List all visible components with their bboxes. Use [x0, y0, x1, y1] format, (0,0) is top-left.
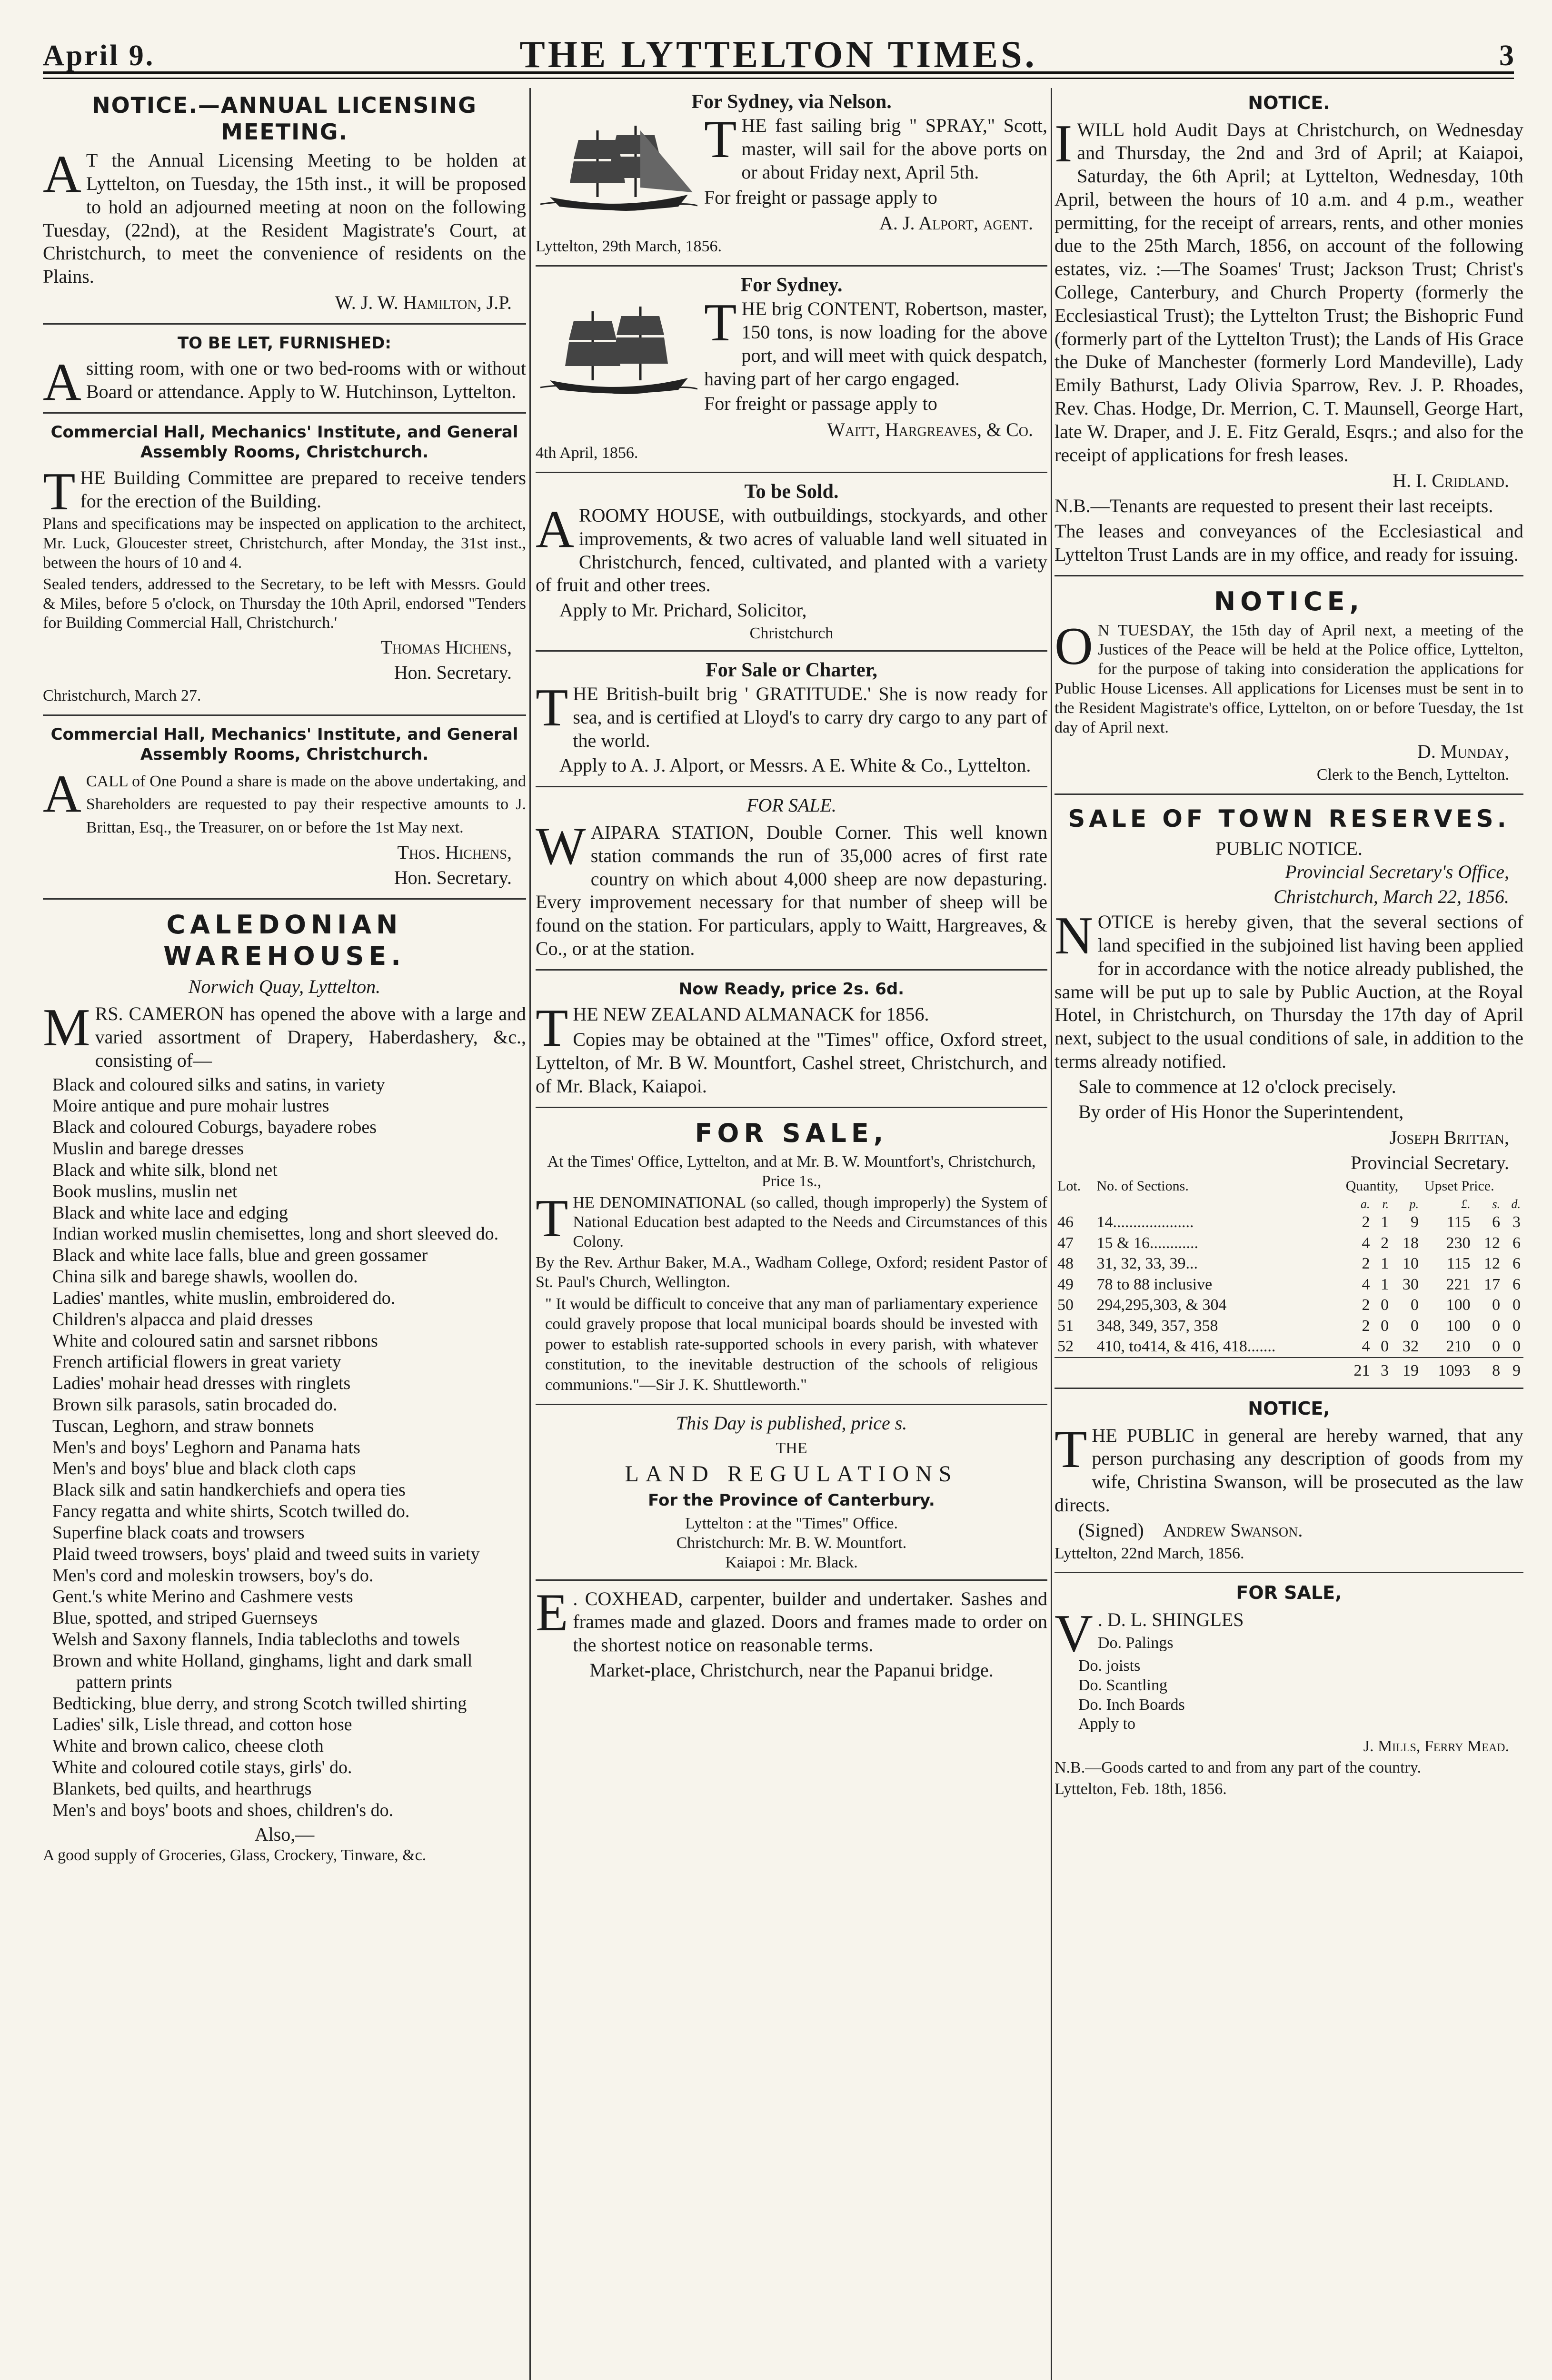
dropcap: W [536, 817, 586, 876]
list-item: Men's and boys' boots and shoes, children's do. [52, 1800, 394, 1820]
table-cell: 2 [1362, 1255, 1370, 1273]
sailing-ship-icon [540, 116, 697, 216]
table-cell: 348, 349, 357, 358 [1096, 1317, 1218, 1335]
swanson-notice [1055, 1394, 1523, 1573]
table-cell: 1 [1381, 1213, 1389, 1231]
land-regs-lyttelton: Lyttelton : at the "Times" Office. [685, 1515, 898, 1533]
masthead-rule [43, 71, 1514, 79]
sydney-dateline: 4th April, 1856. [536, 444, 638, 462]
list-item: Men's and boys' Leghorn and Panama hats [52, 1437, 360, 1458]
table-cell: 1 [1381, 1255, 1389, 1273]
table-cell: 78 to 88 inclusive [1096, 1275, 1213, 1293]
sydney-body: HE brig CONTENT, Robertson, master, 150 tons, is now loading for the above port, and will meet with quick despatch, having part of her cargo engaged. [704, 298, 1047, 389]
town-reserves-office-date: Christchurch, March 22, 1856. [1273, 886, 1509, 908]
dropcap: T [536, 678, 568, 738]
to-be-sold-ad [536, 478, 1047, 652]
town-reserves-office: Provincial Secretary's Office, [1285, 861, 1509, 883]
licensing-notice [43, 88, 526, 325]
table-subheader: p. [1409, 1197, 1419, 1211]
table-cell: 115 [1446, 1255, 1471, 1273]
list-item: Brown silk parasols, satin brocaded do. [52, 1395, 338, 1415]
commercial-hall-call-body: CALL of One Pound a share is made on the above undertaking, and Shareholders are requested to pay their respective amounts to J. Brittan, Esq., the Treasurer, on or before the 1st May next. [86, 772, 526, 837]
sydney-apply: For freight or passage apply to [704, 393, 937, 415]
sailing-ship-icon [540, 299, 697, 399]
table-cell: 0 [1512, 1338, 1521, 1356]
table-row [1055, 1316, 1523, 1336]
table-row [1055, 1233, 1523, 1253]
table-cell: 0 [1381, 1338, 1389, 1356]
charter-ad [536, 656, 1047, 787]
table-cell: 6 [1512, 1275, 1521, 1293]
swanson-heading: NOTICE, [1248, 1398, 1330, 1419]
table-cell: 18 [1402, 1234, 1419, 1252]
table-cell: 47 [1057, 1234, 1074, 1252]
list-item: Welsh and Saxony flannels, India tablecloths and towels [52, 1629, 460, 1650]
list-item: Superfine black coats and trowsers [52, 1522, 305, 1543]
column-3 [1055, 88, 1523, 2380]
table-row [1055, 1274, 1523, 1295]
dropcap: T [1055, 1419, 1087, 1479]
land-regs-heading: LAND REGULATIONS [625, 1461, 958, 1487]
dropcap: T [704, 293, 737, 353]
page-number: 3 [1499, 40, 1514, 72]
table-cell: 2 [1362, 1317, 1370, 1335]
table-cell: 0 [1410, 1317, 1419, 1335]
denominational-author: By the Rev. Arthur Baker, M.A., Wadham College, Oxford; resident Pastor of St. Paul's Church, Wellington. [536, 1254, 1047, 1291]
list-item: Black silk and satin handkerchiefs and opera ties [52, 1480, 406, 1500]
commercial-hall-heading-2: Commercial Hall, Mechanics' Institute, and General Assembly Rooms, Christchurch. [50, 724, 518, 764]
waipara-body: AIPARA STATION, Double Corner. This well known station commands the run of 35,000 acres of first rate country on which about 4,000 sheep are now depasturing. Every improvement necessary for that number of sheep will be found on the station. For particulars, apply to Waitt, Hargreaves, & Co., or at the station. [536, 822, 1047, 960]
charter-heading: For Sale or Charter, [706, 659, 877, 681]
table-cell: 294,295,303, & 304 [1096, 1296, 1227, 1314]
column-rule-1 [529, 88, 531, 2380]
dropcap: A [43, 145, 81, 204]
table-cell: 230 [1446, 1234, 1471, 1252]
list-item: Indian worked muslin chemisettes, long and short sleeved do. [52, 1224, 499, 1244]
commercial-hall-tenders [43, 418, 526, 716]
table-cell: 100 [1446, 1296, 1471, 1314]
denominational-quote: " It would be difficult to conceive that any man of parliamentary experience could gravely propose that local municipal boards should be invested with power to establish rate-supported schools in every parish, with whatever constitution, to the inevitable destruction of the schools of religious communions."—Sir J. K. Shuttleworth." [545, 1295, 1038, 1394]
column-1 [43, 88, 526, 2380]
justices-signature-title: Clerk to the Bench, Lyttelton. [1316, 766, 1509, 784]
table-cell: 0 [1381, 1296, 1389, 1314]
land-regs-published: This Day is published, price s. [676, 1412, 907, 1434]
caledonian-heading: CALEDONIAN WAREHOUSE. [163, 909, 406, 971]
table-subheader: a. [1361, 1197, 1370, 1211]
to-be-sold-place: Christchurch [749, 625, 834, 643]
swanson-signature: Andrew Swanson. [1163, 1519, 1303, 1541]
column-2 [536, 88, 1047, 2380]
table-cell: 6 [1492, 1213, 1501, 1231]
waipara-heading: FOR SALE. [746, 794, 836, 816]
dropcap: V [1055, 1604, 1093, 1663]
list-item: Blue, spotted, and striped Guernseys [52, 1608, 318, 1628]
dropcap: T [536, 1189, 568, 1248]
licensing-heading: NOTICE.—ANNUAL LICENSING MEETING. [92, 92, 477, 145]
shingles-heading: FOR SALE, [1236, 1582, 1342, 1604]
table-header: Lot. [1057, 1178, 1081, 1194]
almanack-heading: Now Ready, price 2s. 6d. [678, 979, 905, 999]
column-rule-2 [1051, 88, 1052, 2380]
table-cell: 210 [1446, 1338, 1471, 1356]
table-row [1055, 1336, 1523, 1357]
table-cell: 2 [1381, 1234, 1389, 1252]
land-regs-kaiapoi: Kaiapoi : Mr. Black. [725, 1553, 858, 1571]
table-cell: 0 [1381, 1317, 1389, 1335]
almanack-body: HE NEW ZEALAND ALMANACK for 1856. [573, 1003, 929, 1025]
list-item: French artificial flowers in great variety [52, 1352, 341, 1372]
town-reserves-table [1055, 1177, 1523, 1381]
table-cell: 0 [1512, 1317, 1521, 1335]
list-item: Brown and white Holland, ginghams, light and dark small pattern prints [52, 1650, 473, 1692]
land-regulations-ad [536, 1410, 1047, 1580]
caledonian-warehouse [43, 904, 526, 1874]
table-header: No. of Sections. [1096, 1178, 1189, 1194]
table-cell: 6 [1512, 1234, 1521, 1252]
commercial-hall-call-signature: Thos. Hichens, [397, 842, 512, 863]
charter-apply: Apply to A. J. Alport, or Messrs. A E. White & Co., Lyttelton. [559, 754, 1031, 776]
waipara-ad [536, 792, 1047, 971]
table-cell: 2 [1362, 1213, 1370, 1231]
dropcap: E [536, 1583, 568, 1642]
sydney-nelson-ad [536, 88, 1047, 267]
almanack-copies: Copies may be obtained at the "Times" office, Oxford street, Lyttelton, of Mr. B W. Mountfort, Cashel street, Christchurch, and of Mr. Black, Kaiapoi. [536, 1029, 1047, 1097]
table-cell: 48 [1057, 1255, 1074, 1273]
coxhead-address: Market-place, Christchurch, near the Papanui bridge. [589, 1659, 994, 1681]
shingles-ad [1055, 1578, 1523, 1807]
denominational-heading: FOR SALE, [695, 1118, 888, 1148]
list-item: Ladies' mantles, white muslin, embroidered do. [52, 1288, 396, 1308]
list-item: Black and white lace falls, blue and green gossamer [52, 1245, 428, 1266]
dropcap: T [536, 999, 568, 1058]
audit-body: WILL hold Audit Days at Christchurch, on Wednesday and Thursday, the 2nd and 3rd of April; at Kaiapoi, Saturday, the 6th April; at Lyttelton, Wednesday, 10th April, between the hours of 10 a.m. and 4 p.m., weather permitting, for the receipt of arrears, rents, and other monies due to the 25th March, 1856, on account of the following estates, viz. :—The Soames' Trust; Jackson Trust; Christ's College, Canterbury, and Church Property (formerly the Ecclesiastical Trust); the Lyttelton Trust; the Bishopric Fund (formerly part of the Lyttelton Trust); the Lands of His Grace the Duke of Manchester (formerly Lord Mandeville), Lady Emily Bathurst, Lady Olivia Sparrow, Rev. J. P. Rhoades, Rev. Chas. Hodge, Dr. Merrion, C. T. Maunsell, George Hart, late W. Draper, and J. E. Fitz Gerald, Esqrs.; and also for the receipt of applications for fresh leases. [1055, 119, 1523, 466]
issue-date: April 9. [43, 40, 155, 72]
justices-signature: D. Munday, [1417, 741, 1509, 763]
table-row [1055, 1295, 1523, 1315]
table-cell: 15 & 16............ [1096, 1234, 1198, 1252]
dropcap: A [43, 353, 81, 412]
town-reserves-subheading: PUBLIC NOTICE. [1215, 837, 1363, 859]
list-item: Black and coloured Coburgs, bayadere robes [52, 1117, 377, 1138]
table-total-row [1055, 1358, 1523, 1381]
town-reserves-sale-time: Sale to commence at 12 o'clock precisely. [1078, 1075, 1396, 1097]
table-cell: 9 [1410, 1213, 1419, 1231]
commercial-hall-call-signature-title: Hon. Secretary. [394, 866, 512, 888]
table-cell: 410, to414, & 416, 418....... [1096, 1338, 1276, 1356]
sydney-signature: Waitt, Hargreaves, & Co. [827, 419, 1033, 441]
land-regs-christchurch: Christchurch: Mr. B. W. Mountfort. [676, 1534, 907, 1552]
list-item: Black and white silk, blond net [52, 1160, 278, 1180]
table-cell: 32 [1402, 1338, 1419, 1356]
table-cell: 14.................... [1096, 1213, 1194, 1231]
list-item: Blankets, bed quilts, and hearthrugs [52, 1778, 312, 1799]
sydney-ad [536, 271, 1047, 473]
table-cell: 4 [1362, 1275, 1370, 1293]
commercial-hall-body: HE Building Committee are prepared to receive tenders for the erection of the Building. [80, 466, 526, 512]
to-be-sold-heading: To be Sold. [744, 480, 839, 503]
caledonian-goods-list [43, 1074, 526, 1821]
to-let-heading: TO BE LET, FURNISHED: [177, 333, 391, 353]
town-reserves-heading: SALE OF TOWN RESERVES. [1068, 804, 1510, 833]
list-item: Moire antique and pure mohair lustres [52, 1096, 329, 1116]
list-item: Do. Scantling [1078, 1676, 1167, 1694]
dropcap: O [1055, 616, 1093, 676]
land-regs-province: For the Province of Canterbury. [648, 1490, 935, 1510]
to-be-sold-apply: Apply to Mr. Prichard, Solicitor, [559, 599, 807, 621]
table-cell: 115 [1446, 1213, 1471, 1231]
commercial-hall-signature-title: Hon. Secretary. [394, 662, 512, 684]
list-item: Book muslins, muslin net [52, 1181, 238, 1201]
coxhead-body: . COXHEAD, carpenter, builder and undertaker. Sashes and frames made and glazed. Doors and frames made to order on the shortest notice on reasonable terms. [573, 1587, 1047, 1656]
list-item: White and coloured satin and sarsnet ribbons [52, 1330, 378, 1351]
table-cell: 3 [1373, 1358, 1392, 1381]
commercial-hall-sealed: Sealed tenders, addressed to the Secretary, to be left with Messrs. Gould & Miles, before 5 o'clock, on Thursday the 10th April, endorsed "Tenders for Building Commercial Hall, Christchurch.' [43, 575, 526, 632]
table-cell: 0 [1492, 1296, 1501, 1314]
sydney-nelson-body: HE fast sailing brig " SPRAY," Scott, master, will sail for the above ports on or about Friday next, April 5th. [741, 115, 1047, 183]
dropcap: A [536, 500, 574, 559]
list-item: Gent.'s white Merino and Cashmere vests [52, 1587, 353, 1607]
dropcap: A [43, 764, 81, 823]
table-subheader: r. [1382, 1197, 1389, 1211]
audit-notice [1055, 88, 1523, 576]
shingles-signature: J. Mills, Ferry Mead. [1363, 1737, 1509, 1755]
town-reserves-notice [1055, 800, 1523, 1389]
list-item: Ladies' mohair head dresses with ringlets [52, 1373, 351, 1394]
sydney-nelson-dateline: Lyttelton, 29th March, 1856. [536, 238, 722, 256]
list-item: Black and coloured silks and satins, in variety [52, 1074, 385, 1095]
caledonian-body: RS. CAMERON has opened the above with a large and varied assortment of Drapery, Haberdashery, &c., consisting of— [95, 1003, 526, 1071]
to-let-body: sitting room, with one or two bed-rooms with or without Board or attendance. Apply to W. Hutchinson, Lyttelton. [86, 357, 526, 403]
commercial-hall-dateline: Christchurch, March 27. [43, 686, 201, 704]
list-item: Men's cord and moleskin trowsers, boy's do. [52, 1565, 374, 1586]
table-cell: 12 [1484, 1234, 1501, 1252]
justices-notice [1055, 581, 1523, 795]
table-cell: 12 [1484, 1255, 1501, 1273]
table-cell: 221 [1446, 1275, 1471, 1293]
sydney-nelson-apply: For freight or passage apply to [704, 186, 937, 208]
swanson-dateline: Lyttelton, 22nd March, 1856. [1055, 1544, 1244, 1562]
list-item: Muslin and barege dresses [52, 1139, 244, 1159]
town-reserves-signature-title: Provincial Secretary. [1351, 1152, 1509, 1174]
audit-leases: The leases and conveyances of the Ecclesiastical and Lyttelton Trust Lands are in my office, and ready for issuing. [1055, 520, 1523, 565]
list-item: Do. joists [1078, 1657, 1141, 1675]
to-let-notice [43, 329, 526, 414]
table-header: Quantity, [1345, 1178, 1399, 1194]
table-cell: 31, 32, 33, 39... [1096, 1255, 1198, 1273]
sydney-nelson-heading: For Sydney, via Nelson. [691, 91, 892, 113]
commercial-hall-call [43, 721, 526, 900]
table-cell: 4 [1362, 1234, 1370, 1252]
table-subheader: £. [1461, 1197, 1471, 1211]
table-cell: 51 [1057, 1317, 1074, 1335]
to-be-sold-body: ROOMY HOUSE, with outbuildings, stockyards, and other improvements, & two acres of valuable land well situated in Christchurch, fenced, cultivated, and planted with a variety of fruit and other trees. [536, 505, 1047, 596]
table-cell: 0 [1512, 1296, 1521, 1314]
table-cell: 0 [1410, 1296, 1419, 1314]
town-reserves-by-order: By order of His Honor the Superintendent, [1078, 1101, 1404, 1122]
caledonian-footer: A good supply of Groceries, Glass, Crockery, Tinware, &c. [43, 1846, 427, 1864]
list-item: White and brown calico, cheese cloth [52, 1736, 324, 1756]
list-item: Bedticking, blue derry, and strong Scotch twilled shirting [52, 1693, 467, 1714]
town-reserves-body: OTICE is hereby given, that the several sections of land specified in the subjoined list having been applied for in accordance with the notice already published, the same will be put up to sale by Public Auction, at the Royal Hotel, in Christchurch, on Thursday the 17th day of April next, subject to the usual conditions of sale, in addition to the terms already notified. [1055, 911, 1523, 1072]
land-regs-the: THE [776, 1439, 807, 1458]
table-cell: 30 [1402, 1275, 1419, 1293]
licensing-signature: W. J. W. Hamilton, J.P. [335, 292, 512, 313]
licensing-body: T the Annual Licensing Meeting to be holden at Lyttelton, on Tuesday, the 15th inst., it will be proposed to hold an adjourned meeting at noon on the following Tuesday, (22nd), at the Resident Magistrate's Court, at Christchurch, to meet the convenience of residents on the Plains. [43, 149, 526, 288]
town-reserves-signature: Joseph Brittan, [1389, 1127, 1509, 1149]
table-cell: 8 [1473, 1358, 1503, 1381]
table-header: Upset Price. [1424, 1178, 1494, 1194]
table-cell: 3 [1512, 1213, 1521, 1231]
swanson-body: HE PUBLIC in general are hereby warned, that any person purchasing any description of goods from my wife, Christina Swanson, will be prosecuted as the law directs. [1055, 1424, 1523, 1516]
audit-nb: N.B.—Tenants are requested to present their last receipts. [1055, 495, 1493, 517]
list-item: Plaid tweed trowsers, boys' plaid and tweed suits in variety [52, 1544, 480, 1564]
table-cell: 49 [1057, 1275, 1074, 1293]
audit-signature: H. I. Cridland. [1393, 470, 1509, 492]
table-cell: 2 [1362, 1296, 1370, 1314]
dropcap: T [704, 110, 737, 169]
table-cell: 17 [1484, 1275, 1501, 1293]
table-subheader: d. [1511, 1197, 1521, 1211]
commercial-hall-signature: Thomas Hichens, [380, 636, 512, 658]
table-cell: 46 [1057, 1213, 1074, 1231]
shingles-dateline: Lyttelton, Feb. 18th, 1856. [1055, 1780, 1227, 1798]
table-cell: 0 [1492, 1338, 1501, 1356]
justices-heading: NOTICE, [1214, 586, 1364, 616]
justices-body: N TUESDAY, the 15th day of April next, a meeting of the Justices of the Peace will be held at the Police office, Lyttelton, for the purpose of taking into consideration the applications for Public House Licenses. All applications for Licenses must be sent in to the Resident Magistrate's office, Lyttelton, on or before Tuesday, the 1st day of April next. [1055, 621, 1523, 736]
almanack-ad [536, 975, 1047, 1108]
list-item: Fancy regatta and white shirts, Scotch twilled do. [52, 1501, 410, 1522]
caledonian-also: Also,— [254, 1823, 315, 1845]
table-cell: 4 [1362, 1338, 1370, 1356]
table-row [1055, 1253, 1523, 1274]
dropcap: N [1055, 906, 1093, 966]
list-item: Men's and boys' blue and black cloth caps [52, 1458, 356, 1479]
table-subheader: s. [1492, 1197, 1501, 1211]
list-item: Do. Palings [1097, 1634, 1174, 1652]
dropcap: I [1055, 114, 1073, 173]
table-cell: 10 [1402, 1255, 1419, 1273]
audit-heading: NOTICE. [1248, 92, 1330, 113]
list-item: Black and white lace and edging [52, 1202, 288, 1223]
list-item: White and coloured cotile stays, girls' do. [52, 1757, 352, 1778]
newspaper-title: THE LYTTELTON TIMES. [519, 34, 1037, 76]
list-item: Tuscan, Leghorn, and straw bonnets [52, 1416, 314, 1436]
dropcap: T [43, 462, 76, 521]
table-cell: 1093 [1422, 1358, 1473, 1381]
shingles-title: . D. L. SHINGLES [1097, 1608, 1244, 1630]
sydney-nelson-signature: A. J. Alport, agent. [879, 212, 1033, 234]
table-cell: 52 [1057, 1338, 1074, 1356]
table-cell: 50 [1057, 1296, 1074, 1314]
commercial-hall-heading: Commercial Hall, Mechanics' Institute, and General Assembly Rooms, Christchurch. [50, 422, 518, 462]
table-cell: 6 [1512, 1255, 1521, 1273]
masthead [43, 29, 1514, 90]
shingles-apply: Apply to [1078, 1715, 1135, 1733]
table-cell: 0 [1492, 1317, 1501, 1335]
caledonian-subheading: Norwich Quay, Lyttelton. [188, 976, 381, 998]
charter-body: HE British-built brig ' GRATITUDE.' She is now ready for sea, and is certified at Lloyd's to carry dry cargo to any part of the world. [573, 683, 1047, 751]
coxhead-ad [536, 1583, 1047, 1691]
table-row [1055, 1212, 1523, 1232]
denominational-where: At the Times' Office, Lyttelton, and at Mr. B. W. Mountfort's, Christchurch, Price 1s., [547, 1153, 1036, 1190]
dropcap: M [43, 998, 90, 1058]
list-item: Ladies' silk, Lisle thread, and cotton hose [52, 1715, 352, 1735]
commercial-hall-plans: Plans and specifications may be inspected on application to the architect, Mr. Luck, Gloucester street, Christchurch, after Monday, the 31st inst., between the hours of 10 and 4. [43, 515, 526, 572]
denominational-ad [536, 1113, 1047, 1406]
list-item: China silk and barege shawls, woollen do. [52, 1267, 358, 1287]
sydney-heading: For Sydney. [740, 274, 843, 297]
table-cell: 21 [1343, 1358, 1373, 1381]
table-cell: 9 [1503, 1358, 1523, 1381]
table-cell: 19 [1392, 1358, 1422, 1381]
list-item: Do. Inch Boards [1078, 1696, 1185, 1714]
list-item: Children's alpacca and plaid dresses [52, 1309, 313, 1329]
swanson-signed: (Signed) [1078, 1519, 1144, 1541]
table-cell: 1 [1381, 1275, 1389, 1293]
shingles-nb: N.B.—Goods carted to and from any part of the country. [1055, 1759, 1422, 1777]
denominational-body: HE DENOMINATIONAL (so called, though improperly) the System of National Education best adapted to the Needs and Circumstances of this Colony. [573, 1194, 1047, 1250]
table-cell: 100 [1446, 1317, 1471, 1335]
